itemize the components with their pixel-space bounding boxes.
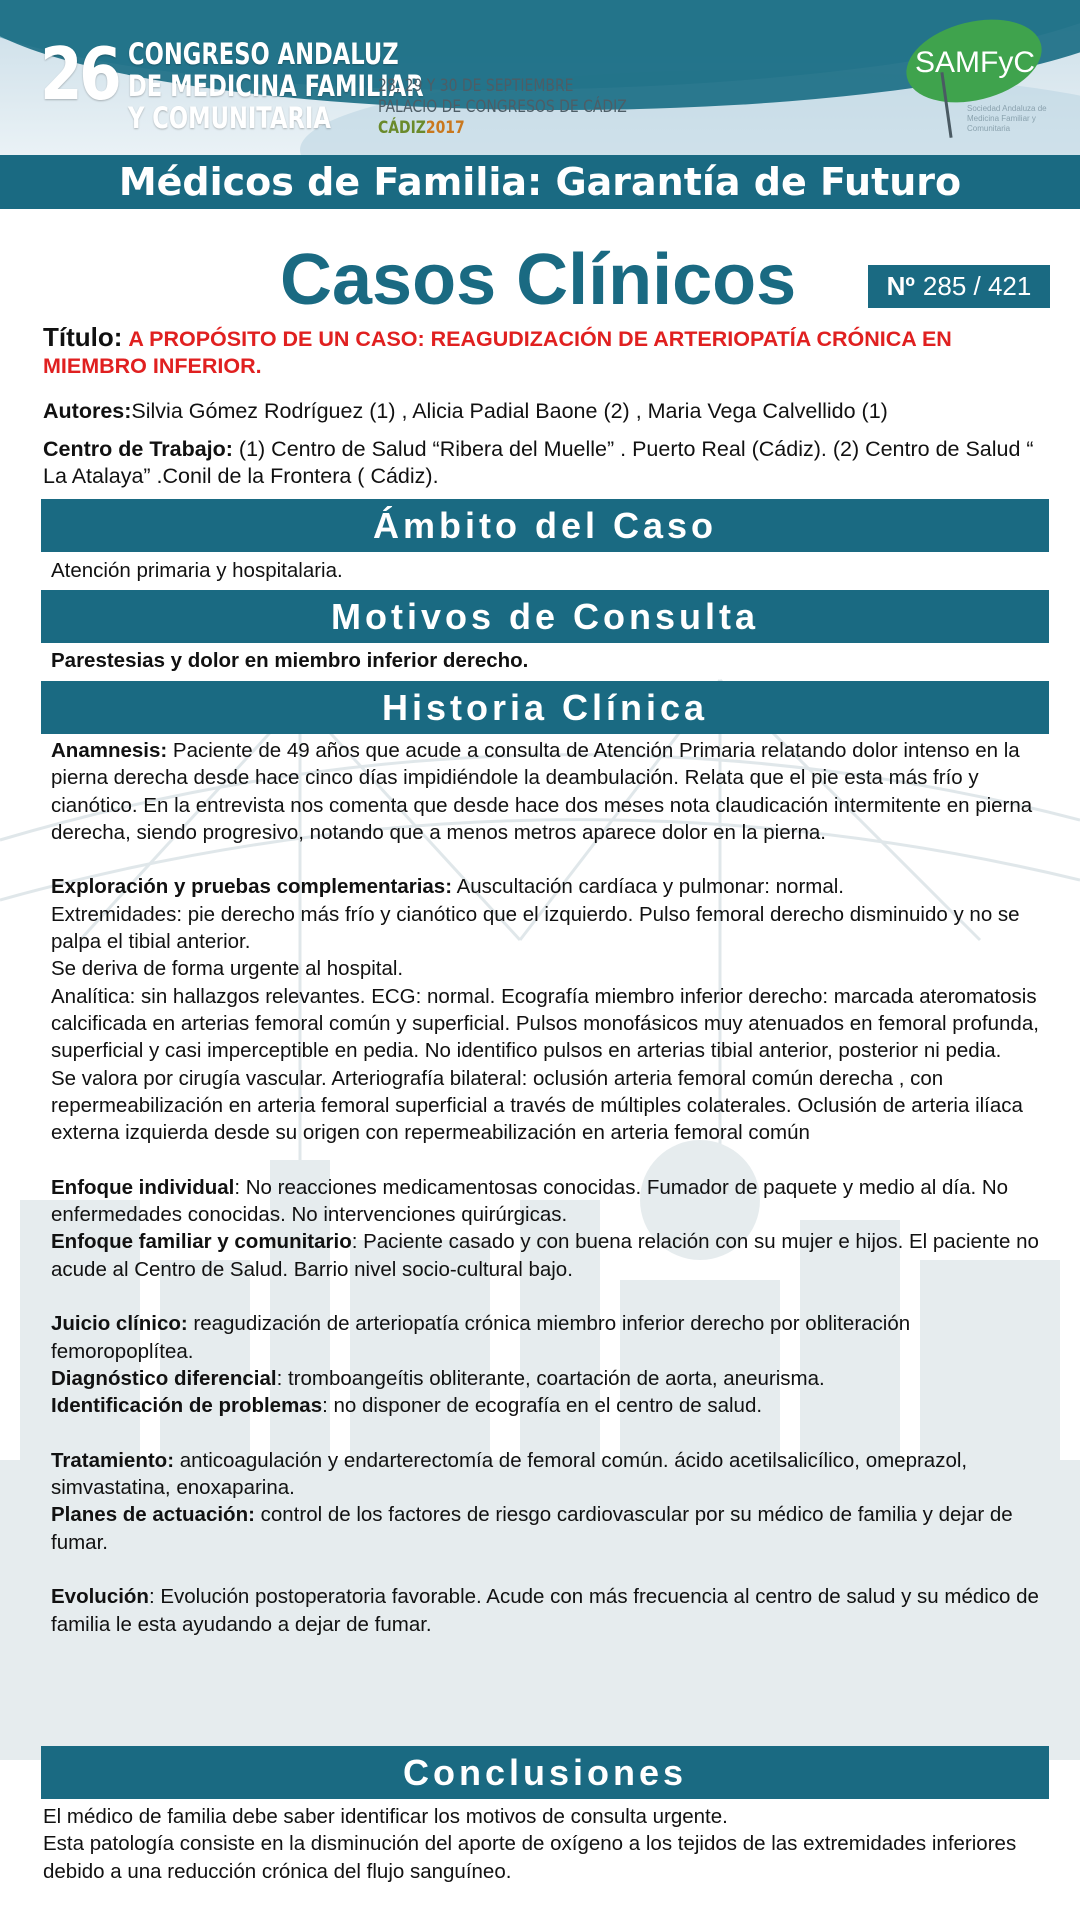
problemas-label: Identificación de problemas (51, 1394, 323, 1418)
section-header-conclusiones (41, 1746, 1049, 1799)
edition-number: 26 (40, 32, 119, 116)
evolucion-text: : Evolución postoperatoria favorable. Acude con más frecuencia al centro de salud y su médico de familia le esta ayudando a dejar de fumar. (51, 1585, 1039, 1636)
individual-text: : No reacciones medicamentosas conocidas. Fumador de paquete y medio al día. No enfermedades conocidas. No intervenciones quirúrgicas. (51, 1175, 1009, 1227)
historia-body (51, 737, 1041, 1638)
problemas-text: : no disponer de ecografía en el centro de salud. (322, 1394, 763, 1418)
familiar-text: : Paciente casado y con buena relación con su mujer e hijos. El paciente no acude al Centro de Salud. Barrio nivel socio-cultural bajo. (51, 1230, 1039, 1281)
exploracion-paragraph (51, 873, 1041, 900)
juicio-label: Juicio clínico: (51, 1312, 188, 1336)
centro-value: (1) Centro de Salud “Ribera del Muelle” . Puerto Real (Cádiz). (2) Centro de Salud “ La Atalaya” .Conil de la Frontera ( Cádiz). (43, 437, 1034, 488)
logo-wordmark: SAMFyC (915, 46, 1035, 79)
slogan-bar (0, 155, 1080, 209)
section-header-ambito (41, 499, 1049, 552)
authors-row (43, 398, 1043, 425)
exploracion-line: Se valora por cirugía vascular. Arteriografía bilateral: oclusión arteria femoral común derecha , con repermeabilización en arteria femoral superficial a través de múltiples colaterales. Oclusión de arteria ilíaca externa izquierda desde su origen con repermeabilización en arteria femoral común (51, 1066, 1023, 1145)
congress-line: DE MEDICINA FAMILIAR (128, 69, 424, 103)
logo-subtitle: Sociedad Andaluza de Medicina Familiar y Comunitaria (967, 104, 1047, 133)
exploracion-line: Se deriva de forma urgente al hospital. (51, 957, 404, 981)
titulo-value: A PROPÓSITO DE UN CASO: REAGUDIZACIÓN DE ARTERIOPATÍA CRÓNICA EN MIEMBRO INFERIOR. (43, 327, 952, 378)
individual-label: Enfoque individual (51, 1175, 235, 1199)
enfoque-familiar-paragraph (51, 1228, 1041, 1283)
conclusion-line: El médico de familia debe saber identificar los motivos de consulta urgente. (43, 1805, 728, 1828)
motivos-text: Parestesias y dolor en miembro inferior derecho. (51, 649, 529, 672)
congress-venue (378, 76, 681, 139)
congress-line: CONGRESO ANDALUZ (128, 37, 399, 71)
section-header-motivos (41, 590, 1049, 643)
congress-venue-name: PALACIO DE CONGRESOS DE CÁDIZ (378, 97, 627, 117)
section-title: Ámbito del Caso (372, 504, 718, 546)
planes-text: control de los factores de riesgo cardiovascular por su médico de familia y dejar de fumar. (51, 1503, 1013, 1554)
tratamiento-text: anticoagulación y endarterectomía de femoral común. ácido acetilsalicílico, omeprazol, simvastatina, enoxaparina. (51, 1448, 968, 1500)
page-title: Casos Clínicos (280, 240, 797, 320)
tratamiento-label: Tratamiento: (51, 1448, 175, 1472)
juicio-paragraph (51, 1310, 1041, 1365)
familiar-label: Enfoque familiar y comunitario (51, 1230, 352, 1254)
header-banner (0, 0, 1080, 155)
exploracion-line: Analítica: sin hallazgos relevantes. ECG: normal. Ecografía miembro inferior derecho: marcada ateromatosis calcificada en arterias femoral común y superficial. Pulsos monofásicos muy atenuados en femoral profunda, superficial y casi imperceptible en pedia. No identifico pulsos en arterias tibial anterior, posterior ni pedia. (51, 984, 1039, 1063)
anamnesis-text: Paciente de 49 años que acude a consulta de Atención Primaria relatando dolor intenso en la pierna derecha desde hace cinco días impidiéndole la deambulación. Relata que el pie esta más frío y cianótico. En la entrevista nos comenta que desde hace dos meses nota claudicación intermitente en pierna derecha, siendo progresivo, notando que a menos metros aparece dolor en la pierna. (51, 739, 1033, 844)
problemas-paragraph (51, 1392, 1041, 1419)
city-year: 2017 (425, 118, 465, 138)
conclusiones-body (43, 1803, 1043, 1885)
congress-line: Y COMUNITARIA (128, 101, 332, 135)
tratamiento-paragraph (51, 1447, 1041, 1502)
anamnesis-label: Anamnesis: (51, 739, 168, 762)
city-name: CÁDIZ (378, 118, 426, 138)
congress-city (378, 118, 627, 139)
workplace-row (43, 436, 1043, 490)
anamnesis-paragraph (51, 737, 1041, 846)
section-header-historia (41, 681, 1049, 734)
case-number-badge (868, 265, 1050, 308)
enfoque-individual-paragraph (51, 1174, 1041, 1229)
samfyc-logo (905, 22, 1045, 142)
autores-label: Autores: (43, 399, 132, 423)
conclusion-line: Esta patología consiste en la disminución del aporte de oxígeno a los tejidos de las extremidades inferiores debido a una reducción crónica del flujo sanguíneo. (43, 1832, 1017, 1883)
juicio-text: reagudización de arteriopatía crónica miembro inferior derecho por obliteración femoropoplítea. (51, 1312, 911, 1363)
evolucion-label: Evolución (51, 1585, 149, 1609)
section-title: Motivos de Consulta (330, 595, 760, 637)
autores-value: Silvia Gómez Rodríguez (1) , Alicia Padial Baone (2) , Maria Vega Calvellido (1) (131, 399, 888, 423)
planes-paragraph (51, 1501, 1041, 1556)
exploracion-line: Extremidades: pie derecho más frío y cianótico que el izquierdo. Pulso femoral derecho disminuido y no se palpa el tibial anterior. (51, 902, 1020, 954)
centro-label: Centro de Trabajo: (43, 437, 233, 461)
diferencial-label: Diagnóstico diferencial (51, 1366, 277, 1390)
evolucion-paragraph (51, 1583, 1041, 1638)
ambito-text: Atención primaria y hospitalaria. (51, 559, 343, 582)
section-title: Conclusiones (402, 1751, 688, 1793)
congress-dates: 28, 29 Y 30 DE SEPTIEMBRE (378, 76, 574, 96)
diferencial-paragraph (51, 1365, 1041, 1392)
titulo-label: Título: (43, 322, 123, 352)
exploracion-label: Exploración y pruebas complementarias: (51, 875, 453, 899)
case-number-label: Nº (886, 271, 915, 301)
planes-label: Planes de actuación: (51, 1503, 255, 1527)
diferencial-text: : tromboangeítis obliterante, coartación de aorta, aneurisma. (276, 1366, 825, 1390)
case-number-value: 285 / 421 (922, 271, 1032, 301)
section-title: Historia Clínica (381, 686, 709, 728)
slogan-text: Médicos de Familia: Garantía de Futuro (118, 160, 962, 204)
case-title-row (43, 324, 1043, 380)
exploracion-text: Auscultación cardíaca y pulmonar: normal. (452, 875, 845, 899)
